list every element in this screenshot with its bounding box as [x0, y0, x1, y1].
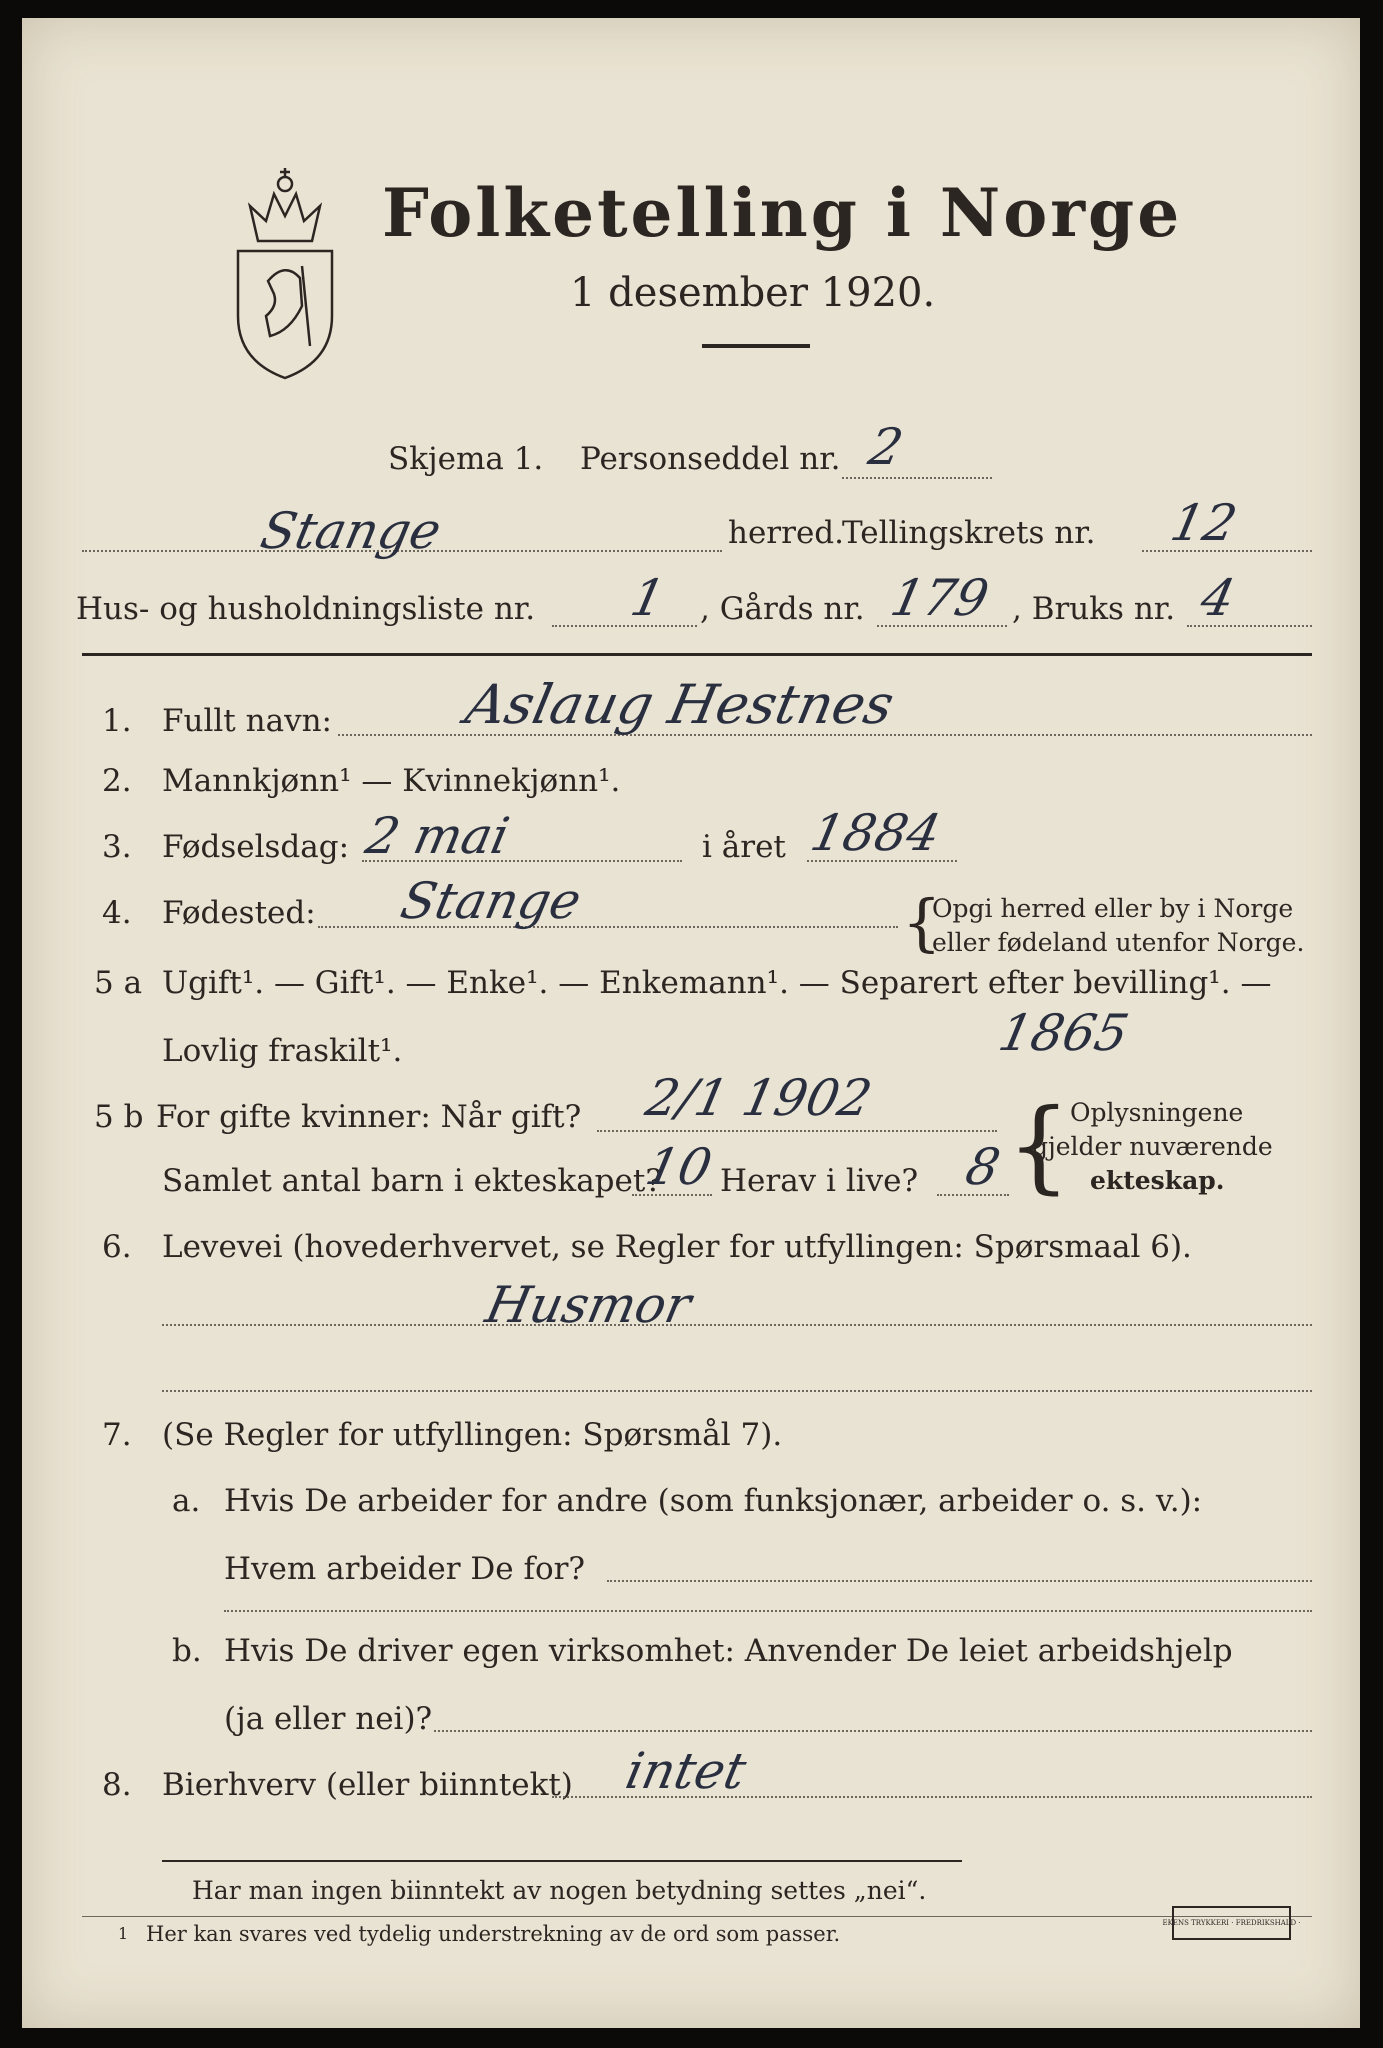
- q3-year-line: [807, 860, 957, 862]
- q6-line-2: [162, 1390, 1312, 1392]
- q3-label: Fødselsdag:: [162, 829, 350, 865]
- q2-number: 2.: [102, 763, 132, 799]
- form-title: Folketelling i Norge: [382, 174, 1183, 252]
- q5b-brace: {: [1007, 1087, 1071, 1204]
- q7b-number: b.: [172, 1633, 202, 1669]
- q5b-note-2: gjelder nuværende: [1032, 1132, 1273, 1161]
- q5b-living-count: 8: [960, 1138, 1005, 1196]
- q5b-barn-label: Samlet antal barn i ekteskapet?: [162, 1163, 662, 1199]
- header-divider: [82, 653, 1312, 656]
- q5b-marriage-date: 2/1 1902: [640, 1069, 877, 1127]
- personseddel-label: Personseddel nr.: [580, 441, 841, 477]
- q3-year-label: i året: [702, 829, 786, 865]
- q5b-date-line: [597, 1130, 997, 1132]
- q5b-live-label: Herav i live?: [720, 1163, 919, 1199]
- herred-label: herred.: [728, 515, 844, 551]
- personseddel-line: [842, 477, 992, 479]
- q3-day-line: [362, 860, 682, 862]
- q7b-question: (ja eller nei)?: [224, 1701, 433, 1737]
- q4-birthplace: Stange: [395, 872, 587, 930]
- q8-number: 8.: [102, 1767, 132, 1803]
- printer-stamp: EKENS TRYKKERI · FREDRIKSHALD ·: [1172, 1906, 1291, 1940]
- gards-line: [877, 625, 1007, 627]
- q7a-text: Hvis De arbeider for andre (som funksjonær, arbeider o. s. v.):: [224, 1483, 1203, 1519]
- q4-number: 4.: [102, 895, 132, 931]
- hus-line: [552, 625, 697, 627]
- gards-number: 179: [885, 569, 994, 627]
- bruks-number: 4: [1195, 569, 1240, 627]
- q4-note-1: Opgi herred eller by i Norge: [932, 894, 1294, 923]
- q7a-line-2: [224, 1610, 1312, 1612]
- q5b-note-3: ekteskap.: [1090, 1166, 1225, 1195]
- q5a-fraskilt: Lovlig fraskilt¹.: [162, 1033, 403, 1069]
- q7a-question: Hvem arbeider De for?: [224, 1551, 586, 1587]
- q1-label: Fullt navn:: [162, 703, 332, 739]
- footer-divider: [162, 1860, 962, 1862]
- q7a-number: a.: [172, 1483, 201, 1519]
- q5b-live-line: [937, 1194, 1009, 1196]
- census-date: 1 desember 1920.: [570, 270, 936, 316]
- q3-number: 3.: [102, 829, 132, 865]
- hus-label: Hus- og husholdningsliste nr.: [76, 591, 536, 627]
- q5a-number: 5 a: [94, 965, 143, 1001]
- q5b-children-count: 10: [640, 1138, 717, 1196]
- q8-label: Bierhverv (eller biinntekt): [162, 1767, 573, 1803]
- q7a-line-1: [607, 1580, 1312, 1582]
- q7-label: (Se Regler for utfyllingen: Spørsmål 7).: [162, 1417, 783, 1453]
- q4-label: Fødested:: [162, 895, 316, 931]
- q5b-note-1: Oplysningene: [1070, 1098, 1244, 1127]
- tellingskrets-line: [1142, 550, 1312, 552]
- q5b-barn-line: [632, 1194, 712, 1196]
- q1-full-name: Aslaug Hestnes: [460, 673, 900, 736]
- q5b-label: For gifte kvinner: Når gift?: [156, 1099, 582, 1135]
- norwegian-coat-of-arms-icon: [230, 166, 340, 381]
- q8-line: [552, 1796, 1312, 1798]
- q3-birth-day: 2 mai: [360, 807, 515, 865]
- q7-number: 7.: [102, 1417, 132, 1453]
- footer-note: Har man ingen biinntekt av nogen betydning settes „nei“.: [192, 1876, 927, 1905]
- bruks-label: , Bruks nr.: [1012, 591, 1176, 627]
- personseddel-number: 2: [863, 418, 908, 476]
- q5a-annotation: 1865: [993, 1004, 1134, 1062]
- q6-line-1: [162, 1324, 1312, 1326]
- q5a-options: Ugift¹. — Gift¹. — Enke¹. — Enkemann¹. — Separert efter bevilling¹. —: [162, 965, 1272, 1001]
- gards-label: , Gårds nr.: [700, 591, 865, 627]
- herred-value: Stange: [255, 502, 447, 560]
- tellingskrets-number: 12: [1165, 494, 1242, 552]
- tellingskrets-label: Tellingskrets nr.: [842, 515, 1096, 551]
- q4-brace: {: [902, 886, 942, 959]
- footnote-divider: [82, 1916, 1312, 1917]
- q3-birth-year: 1884: [805, 804, 946, 862]
- bruks-line: [1187, 625, 1312, 627]
- hus-number: 1: [625, 569, 670, 627]
- title-divider: [702, 344, 810, 348]
- footnote-text: Her kan svares ved tydelig understrekning av de ord som passer.: [146, 1922, 841, 1946]
- q4-note-2: eller fødeland utenfor Norge.: [932, 928, 1305, 957]
- q7b-line: [434, 1730, 1312, 1732]
- q7b-text: Hvis De driver egen virksomhet: Anvender De leiet arbeidshjelp: [224, 1633, 1233, 1669]
- q2-label: Mannkjønn¹ — Kvinnekjønn¹.: [162, 763, 621, 799]
- q8-side-income: intet: [620, 1742, 752, 1800]
- skjema-label: Skjema 1.: [388, 441, 544, 477]
- q5b-number: 5 b: [94, 1099, 144, 1135]
- q6-number: 6.: [102, 1229, 132, 1265]
- q1-number: 1.: [102, 703, 132, 739]
- footnote-mark: 1: [118, 1924, 129, 1943]
- q6-occupation: Husmor: [480, 1276, 697, 1334]
- census-form-sheet: [22, 18, 1360, 2028]
- q6-label: Levevei (hovederhvervet, se Regler for utfyllingen: Spørsmaal 6).: [162, 1229, 1192, 1265]
